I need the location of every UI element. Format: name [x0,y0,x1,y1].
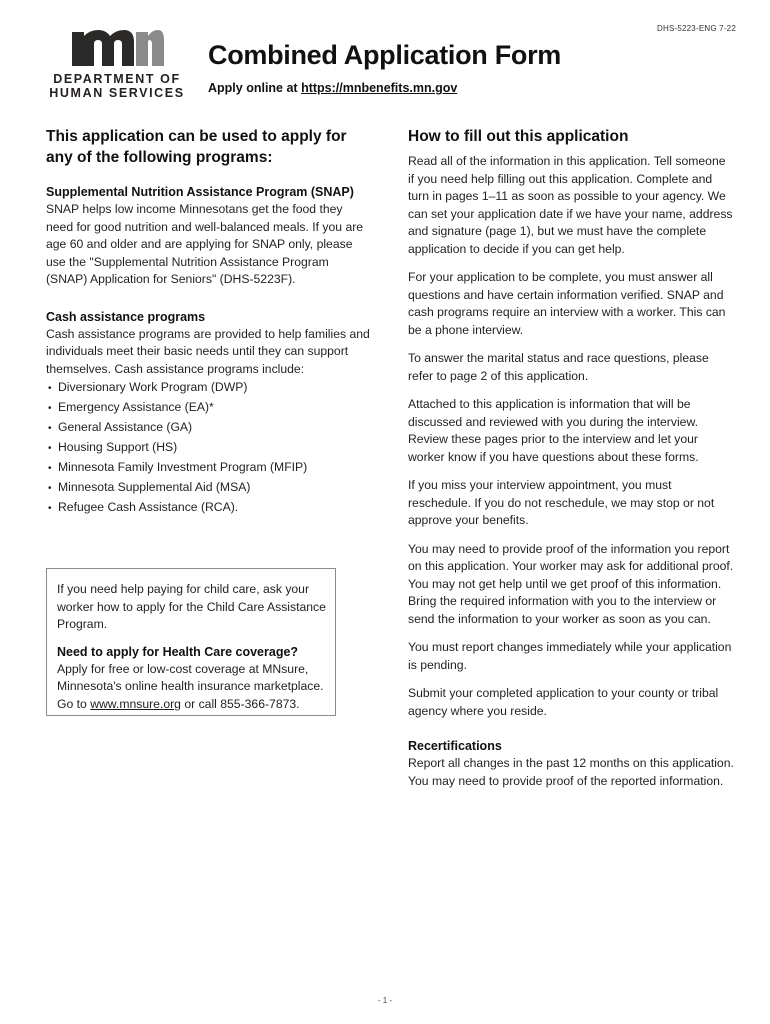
form-code: DHS-5223-ENG 7-22 [657,24,736,33]
instruction-paragraph: To answer the marital status and race questions, please refer to page 2 of this application. [408,351,709,383]
program-list [46,378,370,518]
childcare-text: If you need help paying for child care, ask your worker how to apply for the Child Care Assistance Program. [57,582,326,631]
logo-line-2: HUMAN SERVICES [49,86,185,100]
instruction-paragraph: You may need to provide proof of the information you report on this application. Your worker may ask for additional proof. You may not get help until we get proof of this information. Bring the required information with you to the interview or send the information to your worker as soon as you can. [408,541,734,626]
snap-heading: Supplemental Nutrition Assistance Program (SNAP) [46,185,354,199]
list-item: • Minnesota Supplemental Aid (MSA) [48,478,370,498]
apply-online-line [208,81,457,95]
health-care-heading: Need to apply for Health Care coverage? [57,644,299,659]
instruction-paragraph: You must report changes immediately while your application is pending. [408,640,732,672]
mnbenefits-link[interactable]: https://mnbenefits.mn.gov [301,81,458,95]
instruction-paragraph: Submit your completed application to your county or tribal agency where you reside. [408,686,719,718]
goto-prefix: Go to [57,696,91,711]
cash-heading: Cash assistance programs [46,309,206,324]
instruction-paragraph: For your application to be complete, you must answer all questions and have certain information verified. SNAP and cash programs require an interview with a worker. This can be a phone interview. [408,270,726,337]
page-number: - 1 - [377,996,393,1005]
form-title: Combined Application Form [208,40,561,70]
logo-line-1: DEPARTMENT OF [53,72,181,86]
apply-online-prefix: Apply online at [208,81,302,95]
health-care-text: Apply for free or low-cost coverage at MNsure, Minnesota's online health insurance marketplace. [57,661,324,693]
list-item: • Minnesota Family Investment Program (MFIP) [48,458,370,478]
recertifications-heading: Recertifications [408,739,502,753]
list-item: • General Assistance (GA) [48,418,370,438]
list-item: • Housing Support (HS) [48,438,370,458]
mn-logo-icon [70,26,164,66]
recertifications-text: Report all changes in the past 12 months on this application. You may need to provide proof of the reported information. [408,756,734,788]
instruction-paragraph: Attached to this application is information that will be discussed and reviewed with you during the interview. Review these pages prior to the interview and let your worker know if you have questions about these forms. [408,397,699,464]
list-item: • Refugee Cash Assistance (RCA). [48,498,370,518]
cash-text: Cash assistance programs are provided to help families and individuals meet their basic needs until they can support themselves. Cash assistance programs include: [46,326,370,376]
left-column [46,126,370,518]
instruction-paragraph: Read all of the information in this application. Tell someone if you need help filling out this application. Complete and turn in pages 1–11 as soon as possible to your agency. We can set your application date if we have your name, address and signature (page 1), but we must have the complete application to decide if you can get help. [408,154,733,256]
snap-text: SNAP helps low income Minnesotans get the food they need for good nutrition and well-balanced meals. If you are age 60 and older and are applying for SNAP only, please use the "Supplemental Nutrition Assistance Program (SNAP) Application for Seniors" (DHS-5223F). [46,202,364,286]
info-box [46,568,336,716]
mnsure-link[interactable]: www.mnsure.org [90,696,181,711]
mnsure-line [57,696,335,714]
right-column [408,126,734,790]
instructions-heading: How to fill out this application [408,128,629,145]
programs-heading: This application can be used to apply for any of the following programs: [46,128,347,166]
instruction-paragraph: If you miss your interview appointment, you must reschedule. If you do not reschedule, we may stop or not approve your benefits. [408,478,715,527]
goto-suffix: or call 855-366-7873. [180,696,300,711]
list-item: • Diversionary Work Program (DWP) [48,378,370,398]
dhs-logo [44,26,190,100]
list-item: • Emergency Assistance (EA)* [48,398,370,418]
